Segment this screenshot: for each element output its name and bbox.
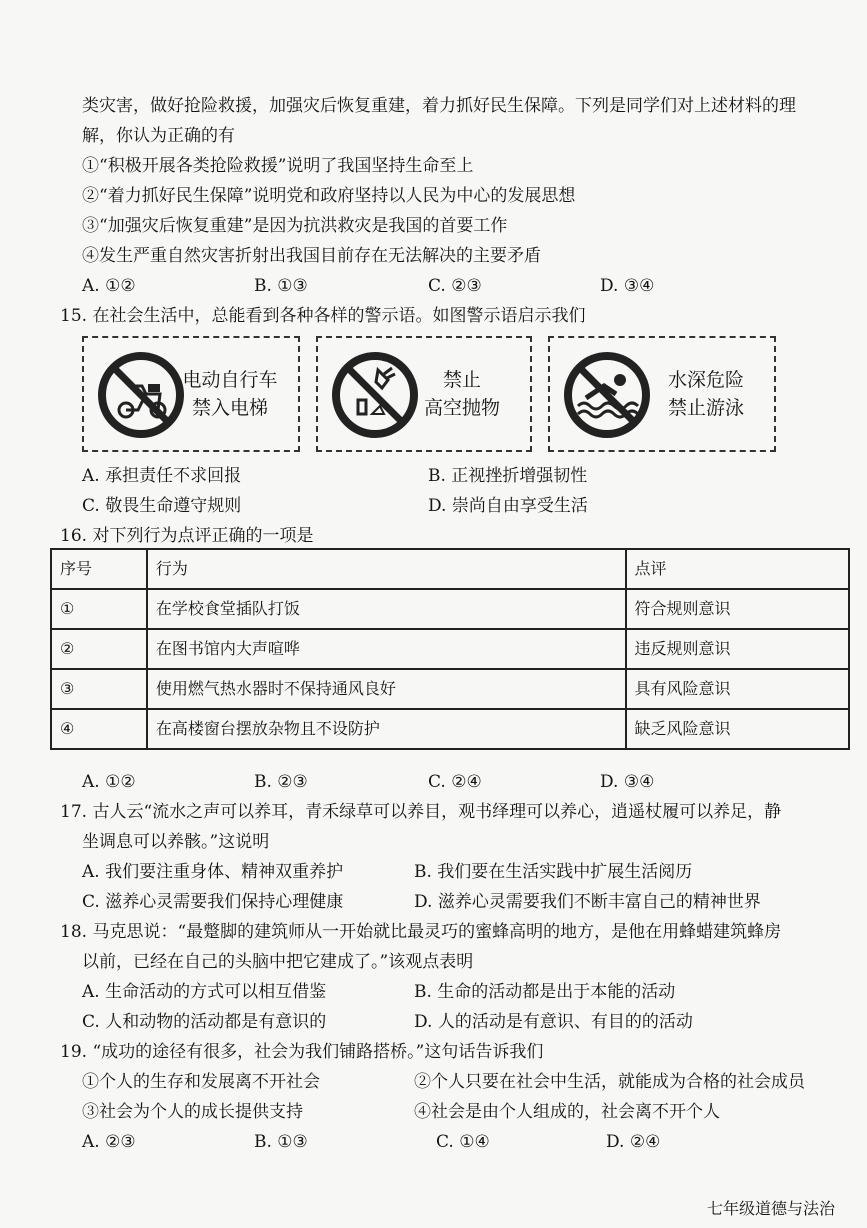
q19-option-a[interactable]: A. ②③ [82, 1132, 136, 1152]
q17-option-b[interactable]: B. 我们要在生活实践中扩展生活阅历 [414, 862, 693, 882]
q18-option-a[interactable]: A. 生命活动的方式可以相互借鉴 [82, 982, 327, 1002]
q16-option-b[interactable]: B. ②③ [254, 772, 308, 792]
q15-option-a[interactable]: A. 承担责任不求回报 [82, 466, 242, 486]
sign-throwing-line2: 高空抛物 [423, 397, 500, 419]
q17-stem-line1: 17. 古人云“流水之声可以养耳，青禾绿草可以养目，观书绎理可以养心，逍遥杖履可以养足，静 [60, 802, 782, 822]
row-comment: 违反规则意识 [626, 629, 849, 669]
q19-statement-2: ②个人只要在社会中生活，就能成为合格的社会成员 [414, 1072, 805, 1092]
header-behavior: 行为 [147, 549, 626, 589]
q14-statement-4: ④发生严重自然灾害折射出我国目前存在无法解决的主要矛盾 [82, 246, 541, 266]
table-row [51, 629, 849, 669]
sign-throwing-line1: 禁止 [442, 369, 481, 391]
sign-text-swimming [646, 366, 766, 422]
q18-option-c[interactable]: C. 人和动物的活动都是有意识的 [82, 1012, 327, 1032]
warning-sign-swimming [548, 336, 776, 452]
q16-option-c[interactable]: C. ②④ [428, 772, 482, 792]
q17-stem-line2: 坐调息可以养骸。”这说明 [82, 832, 270, 852]
row-comment: 具有风险意识 [626, 669, 849, 709]
row-behavior: 在高楼窗台摆放杂物且不设防护 [147, 709, 626, 749]
sign-swimming-line1: 水深危险 [667, 369, 744, 391]
table-row [51, 709, 849, 749]
q18-stem-line1: 18. 马克思说：“最蹩脚的建筑师从一开始就比最灵巧的蜜蜂高明的地方，是他在用蜂蜡建筑蜂房 [60, 922, 782, 942]
row-number: ④ [51, 709, 147, 749]
sign-text-throwing [402, 366, 522, 422]
page-footer-subject: 七年级道德与法治 [706, 1199, 835, 1218]
sign-ebike-line1: 电动自行车 [182, 369, 278, 391]
q14-option-a[interactable]: A. ①② [82, 276, 136, 296]
q14-statement-3: ③“加强灾后恢复重建”是因为抗洪救灾是我国的首要工作 [82, 216, 508, 236]
row-number: ① [51, 589, 147, 629]
q17-option-d[interactable]: D. 滋养心灵需要我们不断丰富自己的精神世界 [414, 892, 761, 912]
warning-sign-ebike [82, 336, 300, 452]
q17-option-c[interactable]: C. 滋养心灵需要我们保持心理健康 [82, 892, 344, 912]
q14-statement-1: ①“积极开展各类抢险救援”说明了我国坚持生命至上 [82, 156, 474, 176]
row-behavior: 在图书馆内大声喧哗 [147, 629, 626, 669]
row-comment: 符合规则意识 [626, 589, 849, 629]
q18-stem-line2: 以前，已经在自己的头脑中把它建成了。”该观点表明 [82, 952, 474, 972]
header-number: 序号 [51, 549, 147, 589]
q14-option-b[interactable]: B. ①③ [254, 276, 308, 296]
sign-ebike-line2: 禁入电梯 [191, 397, 268, 419]
q14-option-d[interactable]: D. ③④ [600, 276, 655, 296]
q19-option-c[interactable]: C. ①④ [436, 1132, 490, 1152]
table-row [51, 669, 849, 709]
q17-option-a[interactable]: A. 我们要注重身体、精神双重养护 [82, 862, 344, 882]
behavior-evaluation-table [50, 548, 850, 750]
q14-stem-line2: 解，你认为正确的有 [82, 126, 235, 146]
sign-text-ebike [170, 366, 290, 422]
row-number: ② [51, 629, 147, 669]
q19-statement-4: ④社会是由个人组成的，社会离不开个人 [414, 1102, 720, 1122]
row-behavior: 在学校食堂插队打饭 [147, 589, 626, 629]
q19-statement-1: ①个人的生存和发展离不开社会 [82, 1072, 320, 1092]
table-header-row [51, 549, 849, 589]
table-row [51, 589, 849, 629]
q18-option-d[interactable]: D. 人的活动是有意识、有目的的活动 [414, 1012, 693, 1032]
q14-stem-line1: 类灾害，做好抢险救援，加强灾后恢复重建，着力抓好民生保障。下列是同学们对上述材料的理 [82, 96, 796, 116]
q14-statement-2: ②“着力抓好民生保障”说明党和政府坚持以人民为中心的发展思想 [82, 186, 576, 206]
q19-option-b[interactable]: B. ①③ [254, 1132, 308, 1152]
q16-option-d[interactable]: D. ③④ [600, 772, 655, 792]
q19-stem: 19. “成功的途径有很多，社会为我们铺路搭桥。”这句话告诉我们 [60, 1042, 544, 1062]
q15-option-d[interactable]: D. 崇尚自由享受生活 [428, 496, 588, 516]
q16-option-a[interactable]: A. ①② [82, 772, 136, 792]
row-behavior: 使用燃气热水器时不保持通风良好 [147, 669, 626, 709]
q18-option-b[interactable]: B. 生命的活动都是出于本能的活动 [414, 982, 676, 1002]
q14-option-c[interactable]: C. ②③ [428, 276, 482, 296]
no-swimming-icon [564, 352, 650, 438]
row-number: ③ [51, 669, 147, 709]
q16-stem: 16. 对下列行为点评正确的一项是 [60, 526, 314, 546]
sign-swimming-line2: 禁止游泳 [667, 397, 744, 419]
row-comment: 缺乏风险意识 [626, 709, 849, 749]
q19-statement-3: ③社会为个人的成长提供支持 [82, 1102, 303, 1122]
q15-stem: 15. 在社会生活中，总能看到各种各样的警示语。如图警示语启示我们 [60, 306, 586, 326]
header-comment: 点评 [626, 549, 849, 589]
q15-option-b[interactable]: B. 正视挫折增强韧性 [428, 466, 588, 486]
q19-option-d[interactable]: D. ②④ [606, 1132, 661, 1152]
warning-sign-throwing [316, 336, 532, 452]
q15-option-c[interactable]: C. 敬畏生命遵守规则 [82, 496, 242, 516]
